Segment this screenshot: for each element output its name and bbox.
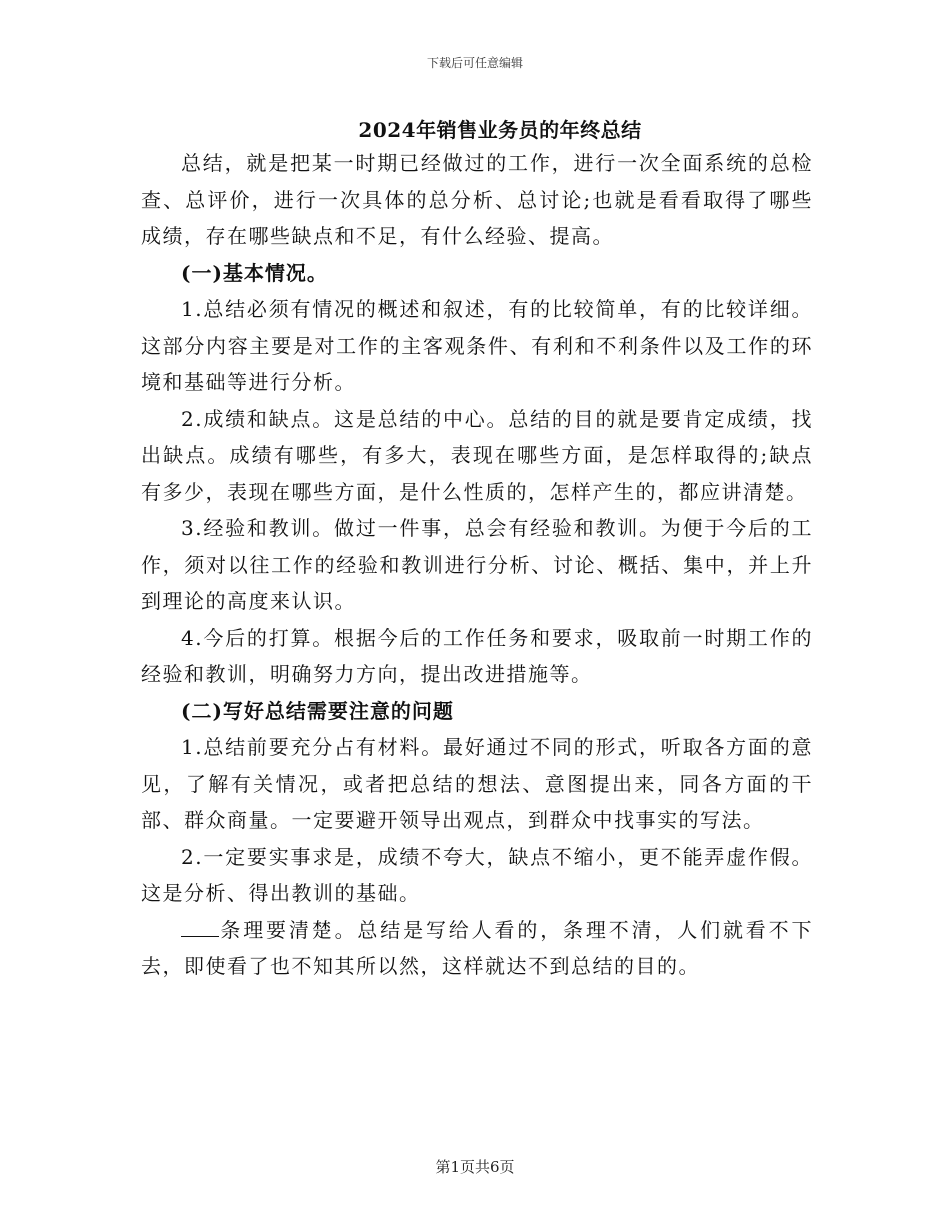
document-body xyxy=(141,145,813,985)
section-heading-basic: (一)基本情况。 xyxy=(181,260,328,285)
header-note: 下载后可任意编辑 xyxy=(426,56,523,70)
document-title: 2024年销售业务员的年终总结 xyxy=(358,118,642,142)
blank-underline xyxy=(181,914,219,937)
paragraph-item: 2.一定要实事求是，成绩不夸大，缺点不缩小，更不能弄虚作假。这是分析、得出教训的基础。 xyxy=(141,844,813,905)
paragraph-item-text: 条理要清楚。总结是写给人看的，条理不清，人们就看不下去，即使看了也不知其所以然，这样就达不到总结的目的。 xyxy=(141,917,813,978)
paragraph-item: 4.今后的打算。根据今后的工作任务和要求，吸取前一时期工作的经验和教训，明确努力方向，提出改进措施等。 xyxy=(141,625,813,686)
paragraph-item: 3.经验和教训。做过一件事，总会有经验和教训。为便于今后的工作，须对以往工作的经验和教训进行分析、讨论、概括、集中，并上升到理论的高度来认识。 xyxy=(141,516,813,613)
paragraph-item: 1.总结必须有情况的概述和叙述，有的比较简单，有的比较详细。这部分内容主要是对工作的主客观条件、有利和不利条件以及工作的环境和基础等进行分析。 xyxy=(141,297,813,394)
paragraph-item: 1.总结前要充分占有材料。最好通过不同的形式，听取各方面的意见，了解有关情况，或者把总结的想法、意图提出来，同各方面的干部、群众商量。一定要避开领导出观点，到群众中找事实的写法。 xyxy=(141,735,813,832)
paragraph-item-blank xyxy=(141,912,813,985)
page-footer: 第1页共6页 xyxy=(435,1158,515,1176)
paragraph-item: 2.成绩和缺点。这是总结的中心。总结的目的就是要肯定成绩，找出缺点。成绩有哪些，有多大，表现在哪些方面，是怎样取得的;缺点有多少，表现在哪些方面，是什么性质的，怎样产生的，都应讲清楚。 xyxy=(141,406,813,504)
section-heading-notes: (二)写好总结需要注意的问题 xyxy=(181,698,454,723)
paragraph-intro: 总结，就是把某一时期已经做过的工作，进行一次全面系统的总检查、总评价，进行一次具体的总分析、总讨论;也就是看看取得了哪些成绩，存在哪些缺点和不足，有什么经验、提高。 xyxy=(141,151,813,248)
